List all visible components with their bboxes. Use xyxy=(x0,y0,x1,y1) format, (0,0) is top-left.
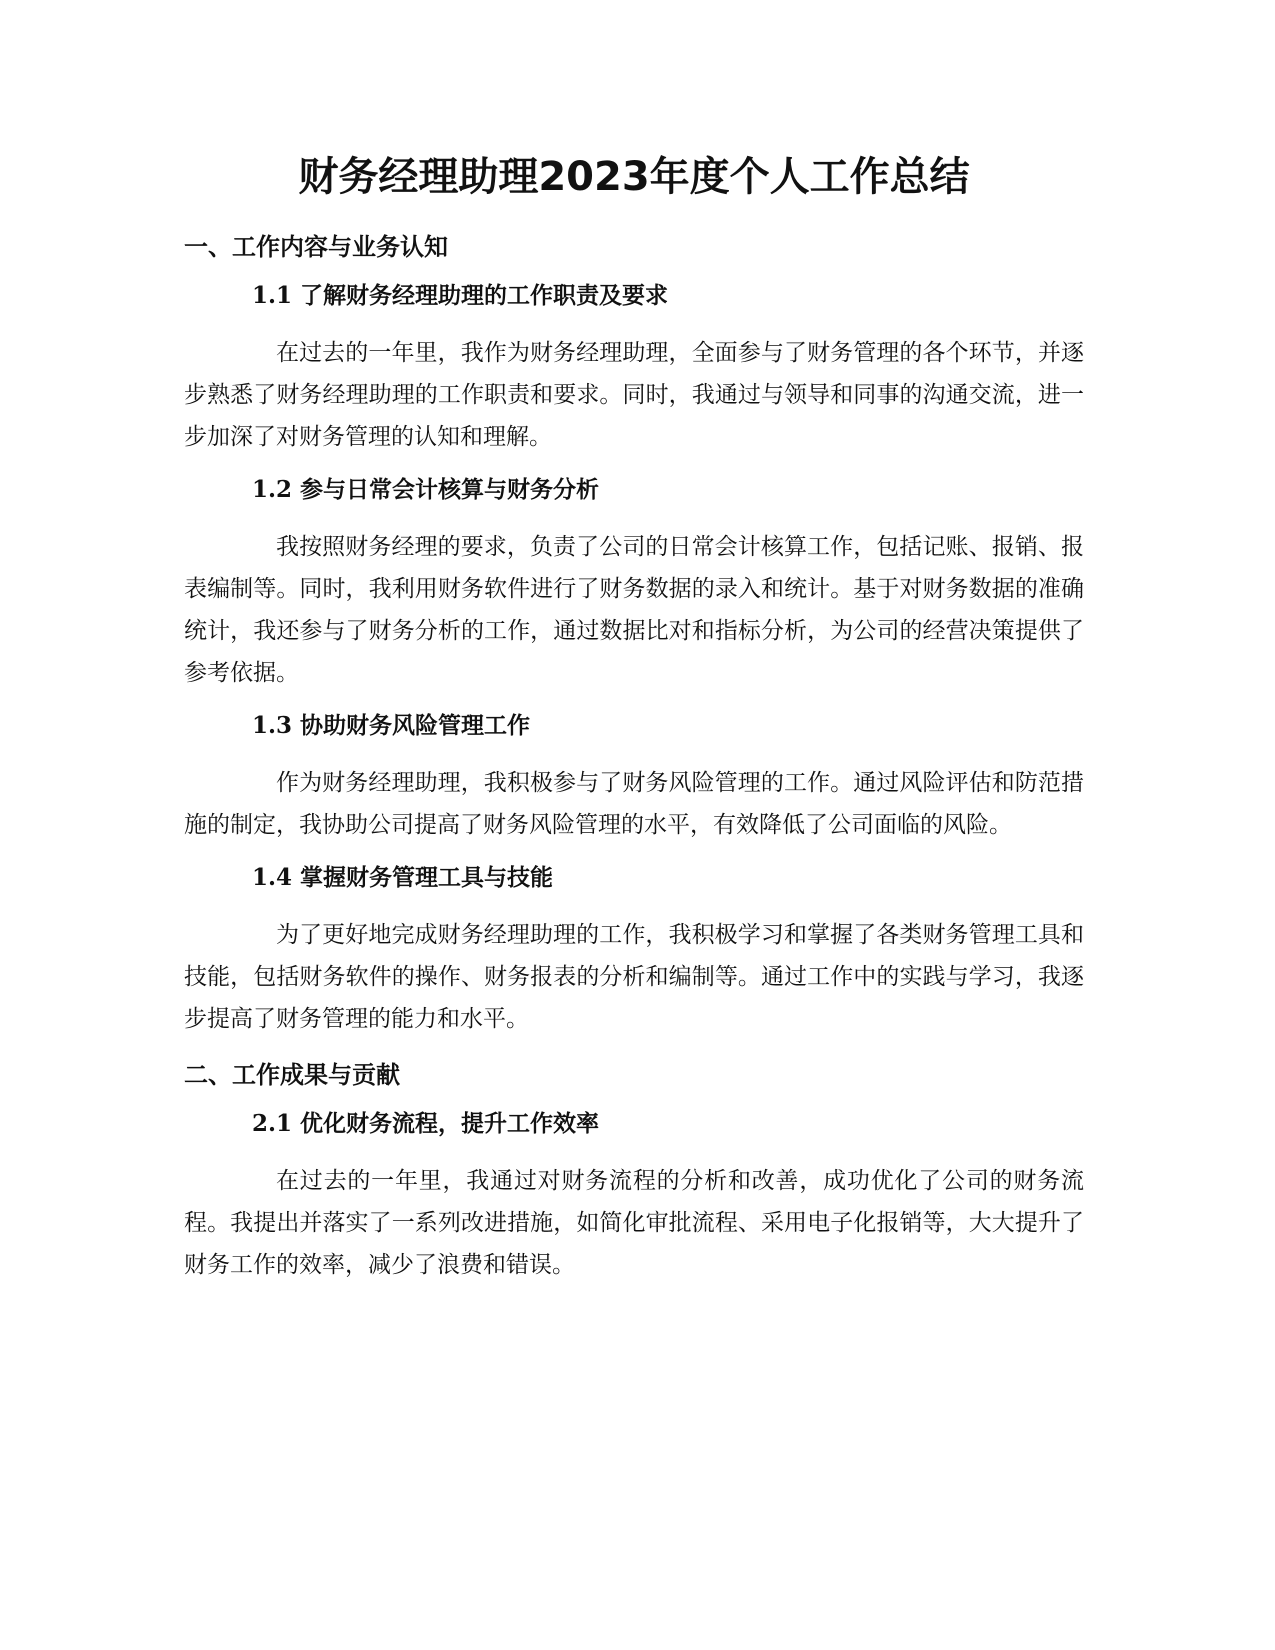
subsection-heading: 1.1 了解财务经理助理的工作职责及要求 xyxy=(252,282,669,309)
section-heading: 一、工作内容与业务认知 xyxy=(184,233,448,261)
paragraph: 作为财务经理助理，我积极参与了财务风险管理的工作。通过风险评估和防范措施的制定，我协助公司提高了财务风险管理的水平，有效降低了公司面临的风险。 xyxy=(184,770,1084,838)
subsection-heading: 1.4 掌握财务管理工具与技能 xyxy=(252,864,554,891)
subsection-1-3 xyxy=(184,710,1084,846)
section-1 xyxy=(184,230,1084,1040)
subsection-1-4 xyxy=(184,862,1084,1040)
section-heading: 二、工作成果与贡献 xyxy=(184,1061,400,1089)
document-title: 财务经理助理2023年度个人工作总结 xyxy=(298,154,970,200)
subsection-2-1 xyxy=(184,1108,1084,1286)
subsection-heading: 2.1 优化财务流程，提升工作效率 xyxy=(252,1110,600,1137)
section-2 xyxy=(184,1058,1084,1286)
subsection-1-2 xyxy=(184,474,1084,694)
paragraph: 在过去的一年里，我作为财务经理助理，全面参与了财务管理的各个环节，并逐步熟悉了财务经理助理的工作职责和要求。同时，我通过与领导和同事的沟通交流，进一步加深了对财务管理的认知和理解。 xyxy=(184,340,1084,450)
subsection-heading: 1.3 协助财务风险管理工作 xyxy=(252,712,531,739)
document-body xyxy=(184,150,1084,1302)
subsection-1-1 xyxy=(184,280,1084,458)
paragraph: 我按照财务经理的要求，负责了公司的日常会计核算工作，包括记账、报销、报表编制等。同时，我利用财务软件进行了财务数据的录入和统计。基于对财务数据的准确统计，我还参与了财务分析的工作，通过数据比对和指标分析，为公司的经营决策提供了参考依据。 xyxy=(184,534,1084,686)
paragraph: 为了更好地完成财务经理助理的工作，我积极学习和掌握了各类财务管理工具和技能，包括财务软件的操作、财务报表的分析和编制等。通过工作中的实践与学习，我逐步提高了财务管理的能力和水平。 xyxy=(184,922,1084,1032)
paragraph: 在过去的一年里，我通过对财务流程的分析和改善，成功优化了公司的财务流程。我提出并落实了一系列改进措施，如简化审批流程、采用电子化报销等，大大提升了财务工作的效率，减少了浪费和错误。 xyxy=(184,1168,1084,1278)
subsection-heading: 1.2 参与日常会计核算与财务分析 xyxy=(252,476,600,503)
